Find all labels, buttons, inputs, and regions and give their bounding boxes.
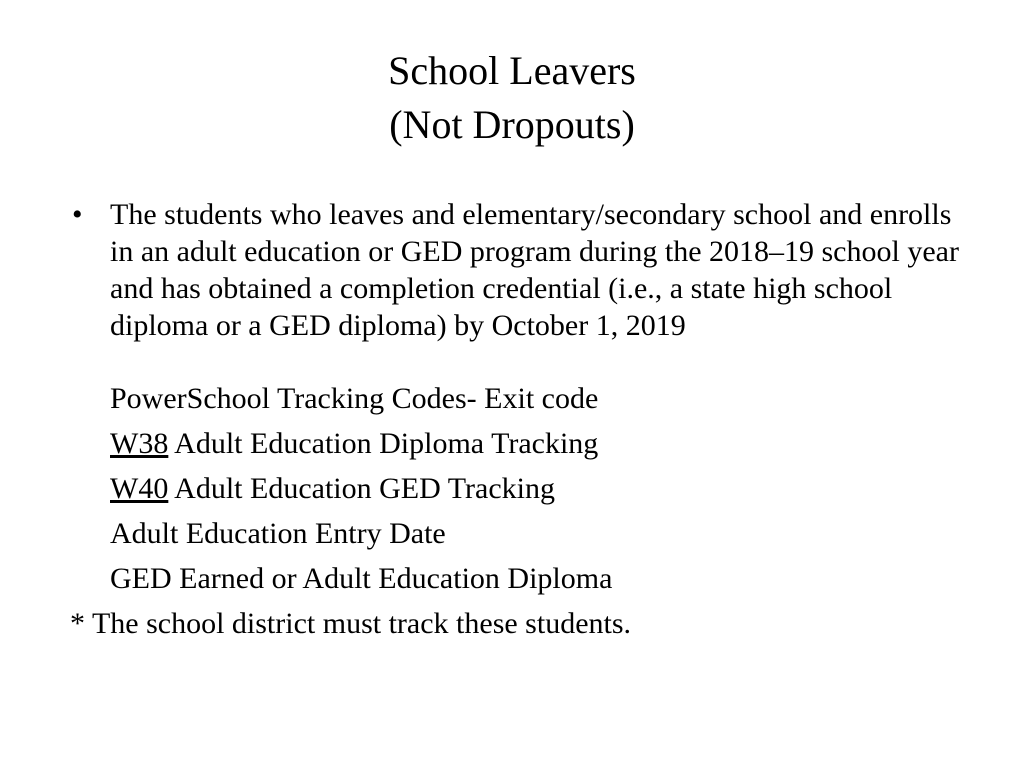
entry-date-line: Adult Education Entry Date	[110, 517, 446, 550]
title-line-2: (Not Dropouts)	[389, 102, 635, 147]
exit-code-w38: W38	[110, 427, 169, 460]
exit-code-w40: W40	[110, 472, 169, 505]
code-line-w40	[110, 470, 555, 507]
footnote: * The school district must track these students.	[70, 607, 632, 640]
slide-title	[0, 44, 1024, 152]
code-line-w38	[110, 425, 598, 462]
exit-code-w38-description: Adult Education Diploma Tracking	[168, 427, 599, 460]
bullet-text: The students who leaves and elementary/secondary school and enrolls in an adult education or GED program during the 2018–19 school year and has obtained a completion credential (i.e., a state high school diploma or a GED diploma) by October 1, 2019	[110, 198, 959, 342]
bullet-marker: •	[72, 198, 83, 231]
title-line-1: School Leavers	[388, 48, 636, 93]
earned-line: GED Earned or Adult Education Diploma	[110, 562, 613, 595]
exit-code-w40-description: Adult Education GED Tracking	[168, 472, 555, 505]
tracking-heading: PowerSchool Tracking Codes- Exit code	[110, 382, 599, 415]
